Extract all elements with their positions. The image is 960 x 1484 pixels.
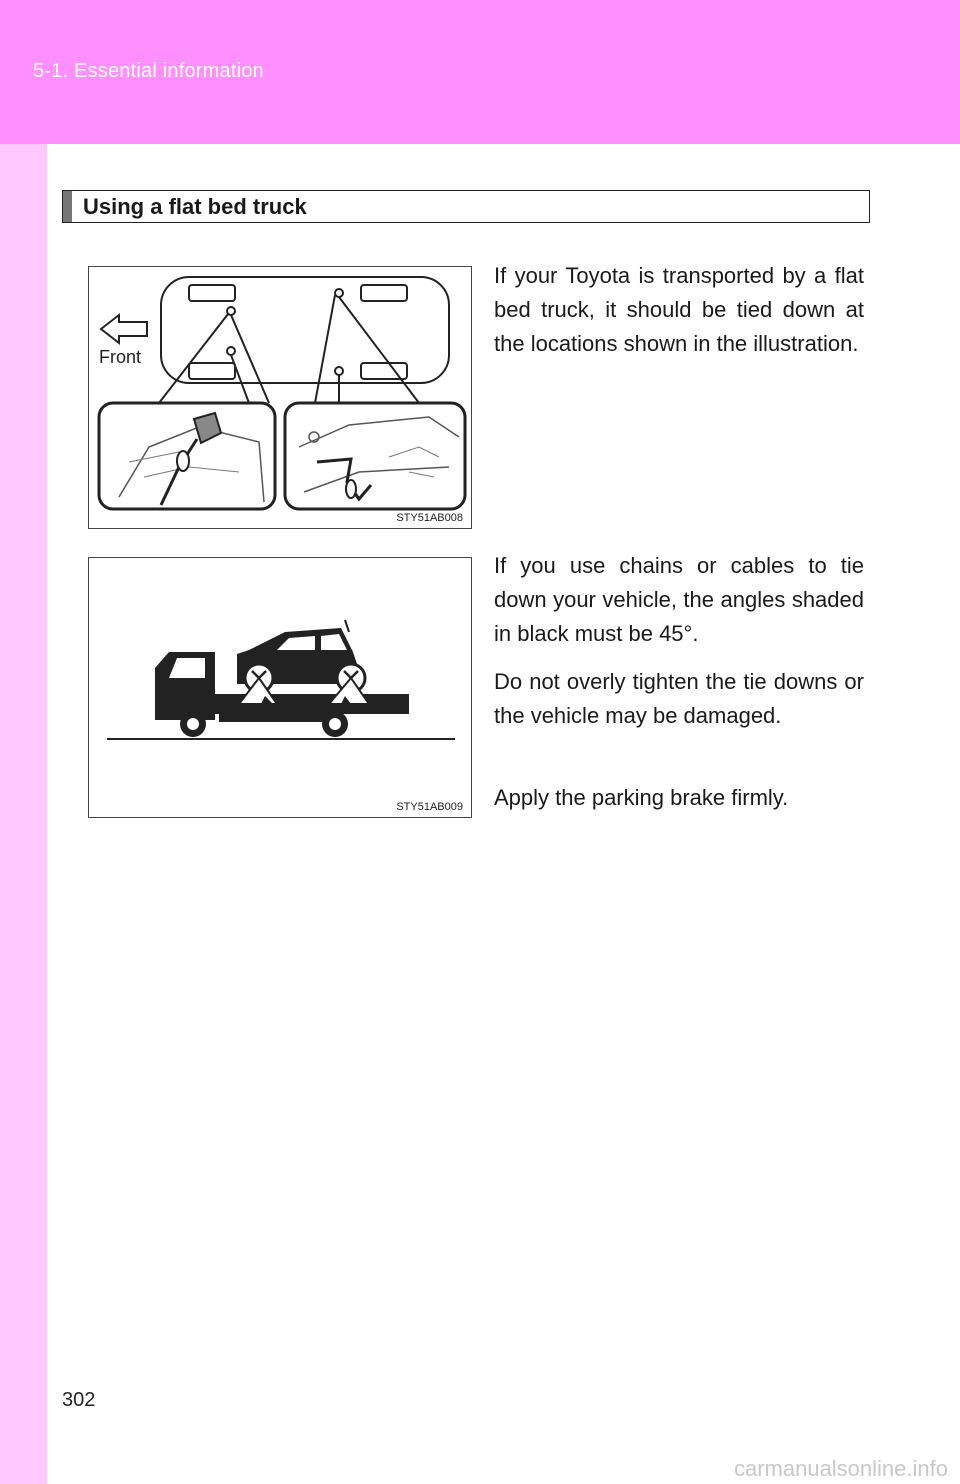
front-label: Front [99, 347, 142, 367]
tie-down-locations-figure [88, 266, 472, 529]
side-band [0, 144, 47, 1484]
page-number: 302 [62, 1389, 96, 1411]
page-header [0, 0, 960, 144]
figure-code: STY51AB008 [396, 512, 463, 524]
chapter-title: 5-1. Essential information [33, 60, 264, 82]
section-title: Using a flat bed truck [83, 194, 307, 219]
section-header [62, 190, 870, 223]
figure-code: STY51AB009 [396, 801, 463, 813]
tie-down-location-text: If your Toyota is transported by a flat bed truck, it should be tied down at the locations shown in the illustration. [494, 263, 864, 356]
flat-bed-truck-figure [88, 557, 472, 818]
tie-down-illustration [89, 267, 471, 528]
flat-bed-truck-illustration [89, 558, 471, 817]
chain-angle-text: If you use chains or cables to tie down your vehicle, the angles shaded in black must be 45°. [494, 553, 864, 646]
watermark: carmanualsonline.info [733, 1456, 948, 1481]
parking-brake-text: Apply the parking brake firmly. [494, 785, 789, 810]
tighten-warning-text: Do not overly tighten the tie downs or the vehicle may be damaged. [494, 669, 864, 728]
